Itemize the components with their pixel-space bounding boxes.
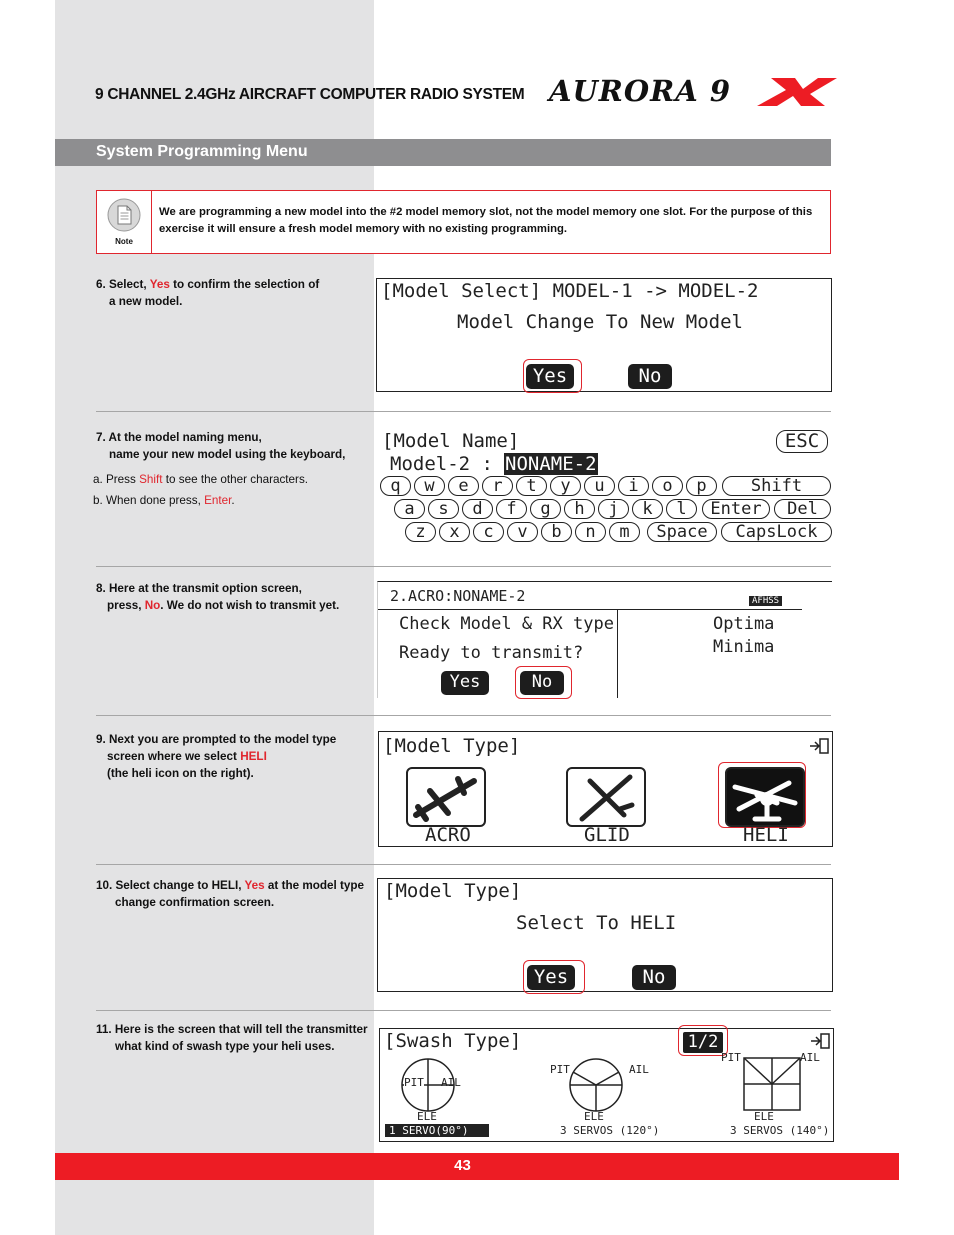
key-h[interactable]: h — [564, 499, 595, 519]
swash-option-1-servo[interactable]: 1 SERVO(90°) — [385, 1124, 489, 1137]
capslock-key[interactable]: CapsLock — [721, 522, 832, 542]
lcd-swash-type: [Swash Type] 1/2 PIT AIL ELE 1 SERVO(90°) PIT AIL ELE 3 SERVOS (120°) PIT AIL ELE 3 SERVOS (140°) — [379, 1028, 834, 1142]
model-name-title: [Model Name] — [382, 430, 520, 452]
key-n[interactable]: n — [575, 522, 606, 542]
swash-page-indicator[interactable]: 1/2 — [683, 1032, 723, 1053]
swash-3-servo-120-diagram — [566, 1057, 626, 1117]
key-l[interactable]: l — [666, 499, 697, 519]
model-select-title: [Model Select] MODEL-1 -> MODEL-2 — [381, 280, 759, 302]
space-key[interactable]: Space — [647, 522, 717, 542]
key-m[interactable]: m — [609, 522, 640, 542]
transmit-line-2: Ready to transmit? — [399, 643, 584, 663]
rx-optima[interactable]: Optima — [713, 614, 775, 634]
logo-x-mark — [757, 78, 837, 106]
glid-label: GLID — [584, 824, 630, 846]
yes-highlight-ring — [523, 359, 582, 393]
step-6-yes-highlight: Yes — [149, 278, 170, 291]
acro-plane-icon[interactable] — [406, 767, 486, 827]
key-s[interactable]: s — [428, 499, 459, 519]
separator — [96, 1010, 831, 1011]
heli-confirm-no-button[interactable]: No — [632, 965, 676, 990]
key-a[interactable]: a — [394, 499, 425, 519]
heli-confirm-yes-button[interactable]: Yes — [527, 965, 575, 990]
key-q[interactable]: q — [380, 476, 411, 496]
step-10-text: 10. Select change to HELI, Yes at the model type change confirmation screen. — [96, 879, 365, 909]
key-z[interactable]: z — [405, 522, 436, 542]
step-11-text: 11. Here is the screen that will tell the transmitter what kind of swash type your heli uses. — [96, 1023, 368, 1053]
model-name-label: Model-2 : — [390, 453, 505, 475]
key-i[interactable]: i — [618, 476, 649, 496]
step-6-text: 6. Select, Yes to confirm the selection of a new model. — [96, 278, 320, 308]
note-text: We are programming a new model into the #2 model memory slot, not the model memory one slot. For the purpose of this exercise it will ensure a fresh model memory with no existing programming. — [159, 206, 813, 235]
step-8-text: 8. Here at the transmit option screen, press, No. We do not wish to transmit yet. — [96, 582, 340, 612]
swash-option-3-servos-140[interactable]: 3 SERVOS (140°) — [730, 1124, 830, 1137]
key-v[interactable]: v — [507, 522, 538, 542]
key-e[interactable]: e — [448, 476, 479, 496]
acro-label: ACRO — [425, 824, 471, 846]
step-7b-text: b. When done press, Enter. — [93, 494, 235, 507]
logo-aurora-text: AURORA 9 — [549, 74, 732, 108]
afhss-badge: AFHSS — [749, 596, 782, 606]
separator — [96, 864, 831, 865]
key-y[interactable]: y — [550, 476, 581, 496]
note-document-icon — [107, 198, 141, 232]
step-7a-text: a. Press Shift to see the other characters. — [93, 473, 309, 486]
swash-option-3-servos-120[interactable]: 3 SERVOS (120°) — [560, 1124, 660, 1137]
key-o[interactable]: o — [652, 476, 683, 496]
shift-key[interactable]: Shift — [722, 476, 831, 496]
heli-confirm-title: [Model Type] — [384, 880, 522, 902]
key-p[interactable]: p — [686, 476, 717, 496]
page-header-title: 9 CHANNEL 2.4GHz AIRCRAFT COMPUTER RADIO SYSTEM — [95, 86, 525, 103]
rx-minima[interactable]: Minima — [713, 637, 775, 657]
swash-3-servo-140-diagram — [742, 1056, 802, 1112]
enter-key[interactable]: Enter — [702, 499, 770, 519]
heli-label: HELI — [743, 824, 789, 846]
separator — [96, 566, 831, 567]
lcd-transmit — [377, 581, 832, 698]
key-d[interactable]: d — [462, 499, 493, 519]
transmit-line-1: Check Model & RX type — [399, 614, 614, 634]
swash-type-title: [Swash Type] — [384, 1030, 522, 1052]
key-x[interactable]: x — [439, 522, 470, 542]
glider-icon[interactable] — [566, 767, 646, 827]
transmit-no-button[interactable]: No — [520, 671, 564, 695]
select-heli-message: Select To HELI — [516, 912, 677, 934]
step-9-text: 9. Next you are prompted to the model type screen where we select HELI (the heli icon on the right). — [96, 733, 337, 780]
no-highlight-ring — [515, 666, 572, 699]
key-k[interactable]: k — [632, 499, 663, 519]
transmit-yes-button[interactable]: Yes — [441, 671, 489, 695]
section-title: System Programming Menu — [96, 143, 308, 160]
key-g[interactable]: g — [530, 499, 561, 519]
page-number: 43 — [454, 1157, 471, 1174]
model-name-value[interactable]: NONAME-2 — [505, 453, 597, 475]
lcd-model-select — [376, 278, 832, 392]
separator — [96, 411, 831, 412]
key-b[interactable]: b — [541, 522, 572, 542]
heli-highlight-ring — [718, 762, 806, 828]
model-change-message: Model Change To New Model — [457, 311, 743, 333]
note-box — [96, 190, 831, 254]
key-u[interactable]: u — [584, 476, 615, 496]
key-f[interactable]: f — [496, 499, 527, 519]
model-select-no-button[interactable]: No — [628, 364, 672, 389]
separator — [96, 715, 831, 716]
esc-key[interactable]: ESC — [776, 430, 828, 453]
note-label: Note — [115, 237, 133, 246]
key-j[interactable]: j — [598, 499, 629, 519]
lcd-model-name — [378, 428, 833, 543]
aurora-9x-logo — [545, 74, 840, 108]
step-7-text: 7. At the model naming menu, name your new model using the keyboard, — [96, 431, 346, 461]
model-select-yes-button[interactable]: Yes — [526, 364, 574, 389]
lcd-heli-confirm — [377, 878, 833, 992]
lcd-model-type — [378, 731, 833, 847]
yes-highlight-ring — [523, 960, 585, 994]
key-w[interactable]: w — [414, 476, 445, 496]
exit-icon[interactable] — [809, 738, 829, 754]
key-t[interactable]: t — [516, 476, 547, 496]
model-type-title: [Model Type] — [383, 735, 521, 757]
key-r[interactable]: r — [482, 476, 513, 496]
exit-icon[interactable] — [810, 1033, 830, 1049]
transmit-header: 2.ACRO:NONAME-2 — [390, 587, 526, 605]
key-c[interactable]: c — [473, 522, 504, 542]
del-key[interactable]: Del — [774, 499, 831, 519]
note-icon-cell — [97, 191, 152, 253]
